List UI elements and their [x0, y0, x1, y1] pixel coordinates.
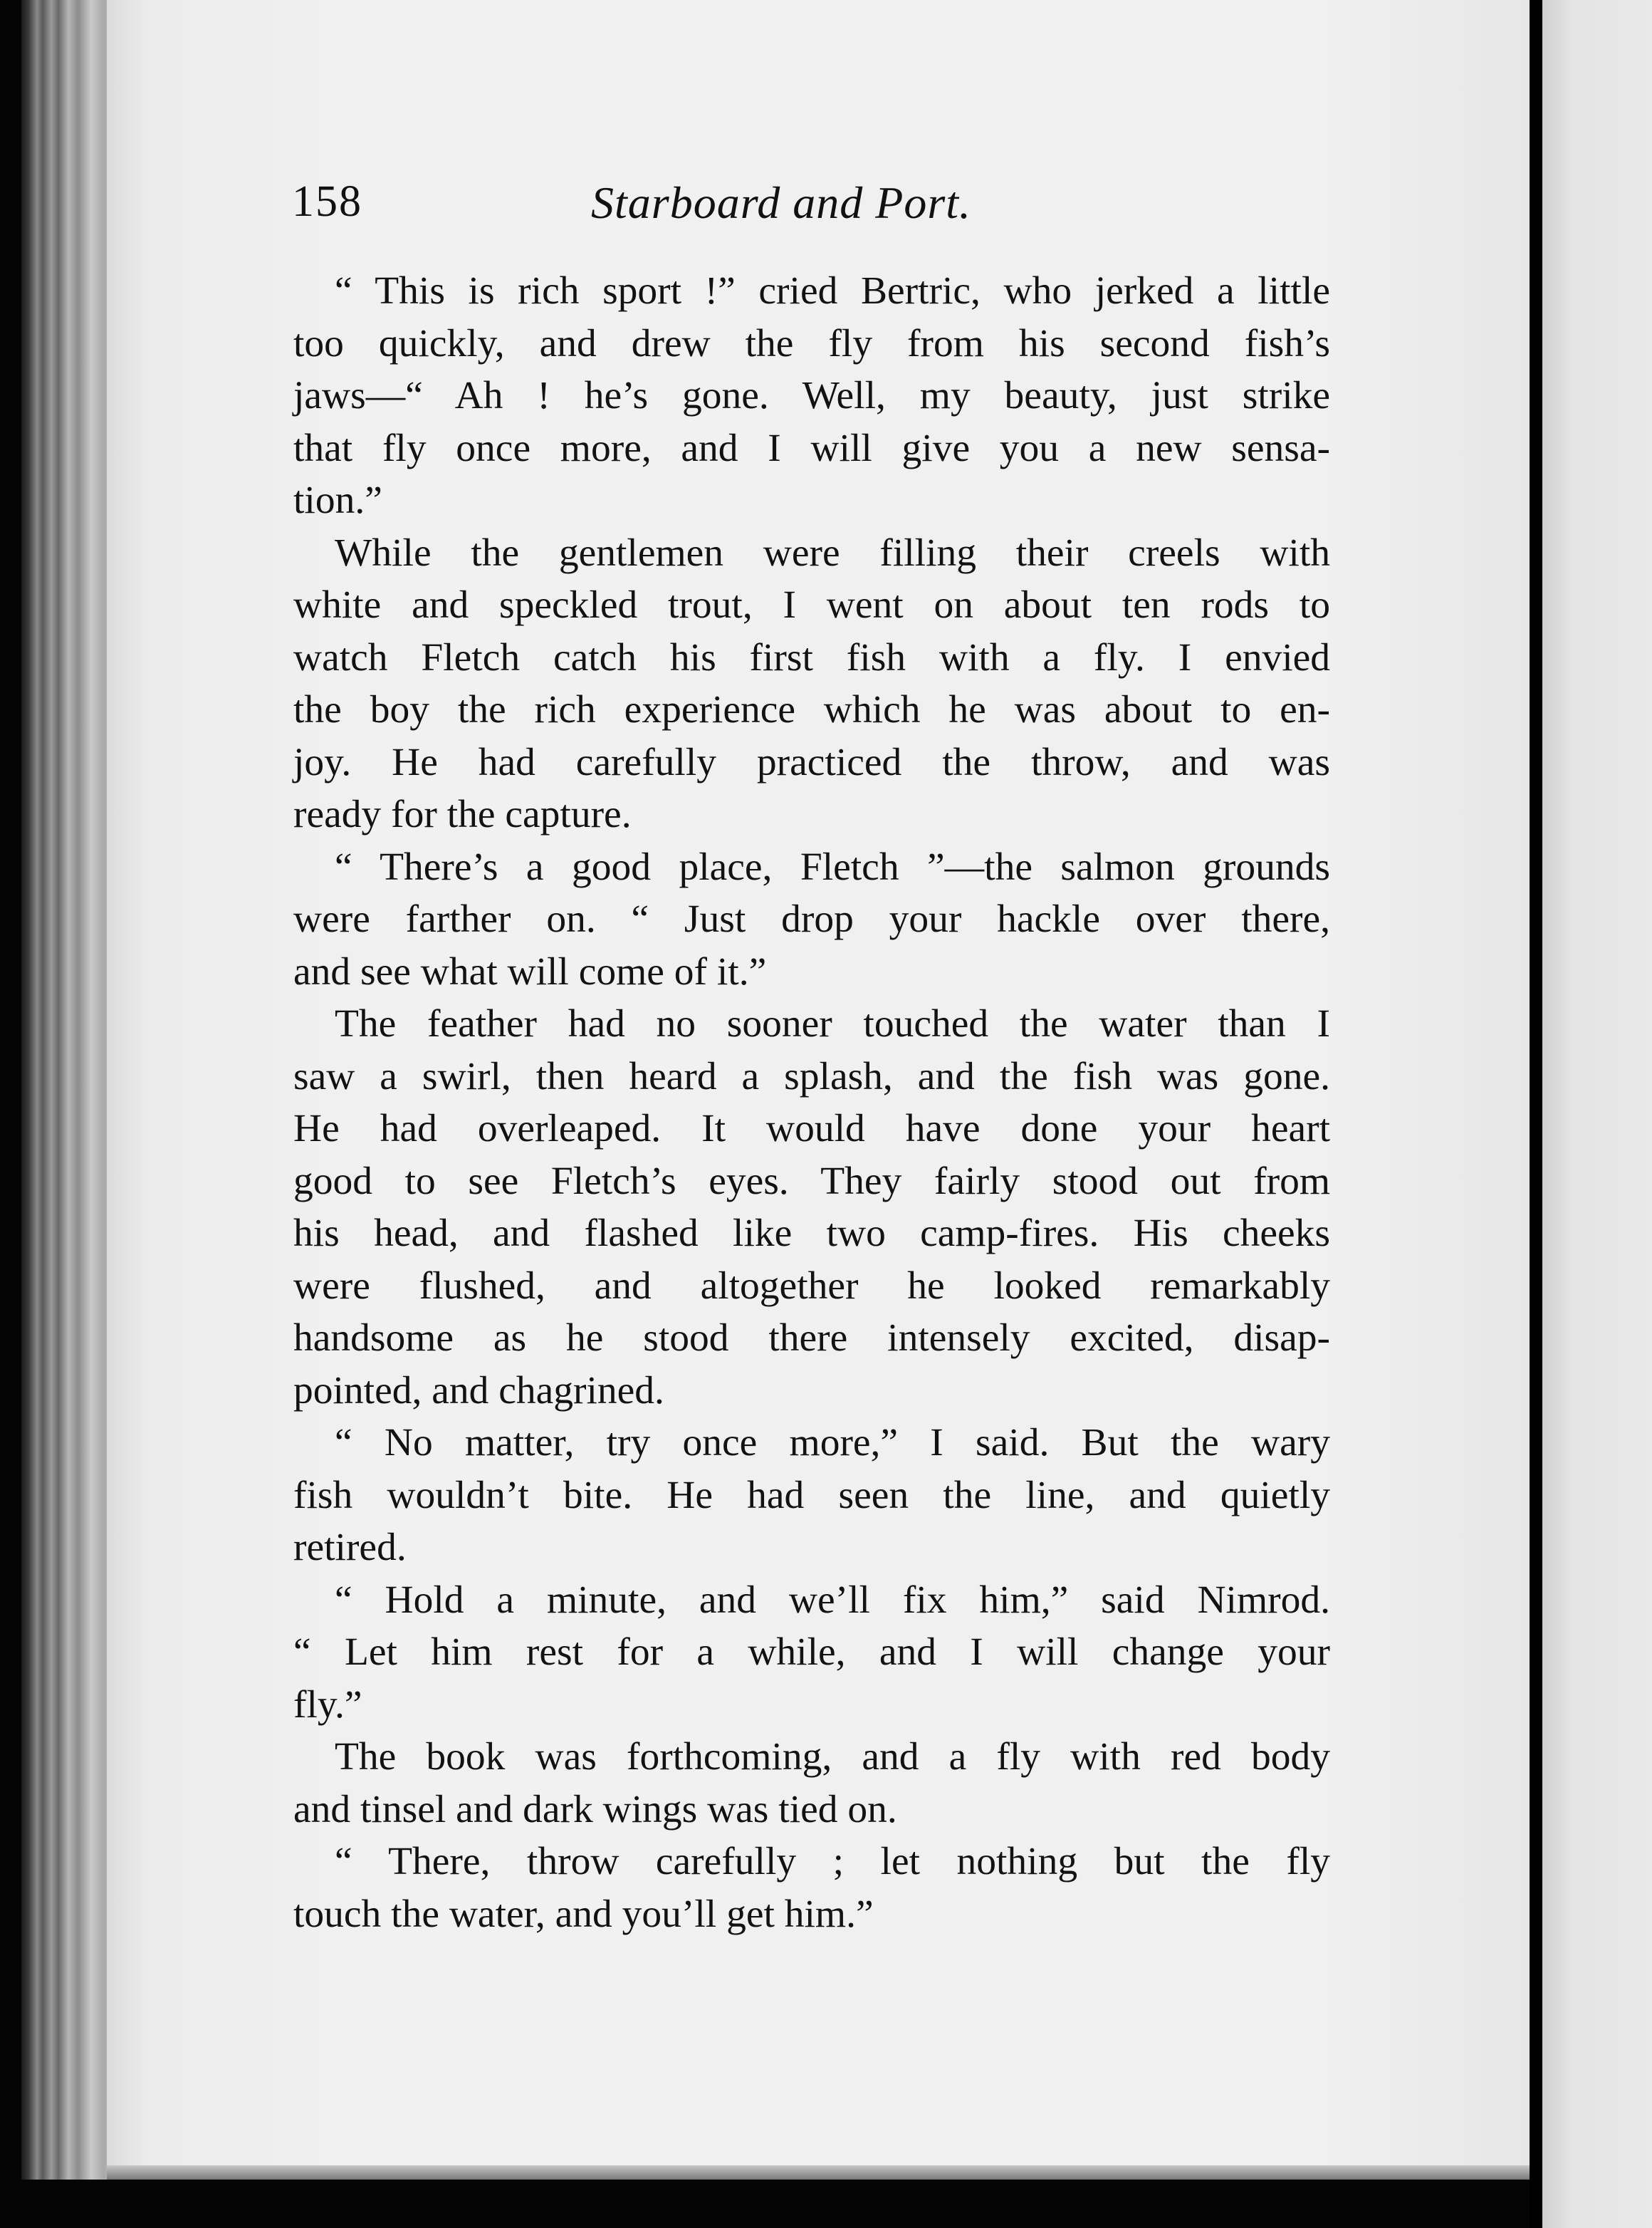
book-page-edges — [21, 0, 121, 2180]
text-line: were farther on. “ Just drop your hackle over there, — [293, 897, 1330, 941]
text-line: white and speckled trout, I went on about ten rods to — [293, 583, 1330, 627]
page-header — [292, 177, 1332, 241]
text-line: were flushed, and altogether he looked remarkably — [293, 1264, 1330, 1308]
text-line: the boy the rich experience which he was about to en- — [293, 688, 1330, 732]
text-line: watch Fletch catch his first fish with a fly. I envied — [293, 635, 1330, 680]
text-line: and see what will come of it.” — [293, 949, 767, 994]
gutter-shadow — [1530, 0, 1542, 2228]
text-line: handsome as he stood there intensely excited, disap- — [293, 1316, 1330, 1360]
text-line: touch the water, and you’ll get him.” — [293, 1892, 874, 1936]
text-line: “ This is rich sport !” cried Bertric, who jerked a little — [335, 269, 1330, 313]
running-title: Starboard and Port. — [591, 177, 971, 228]
text-line: “ There’s a good place, Fletch ”—the salmon grounds — [335, 845, 1330, 889]
text-line: The feather had no sooner touched the water than I — [335, 1002, 1330, 1046]
text-line: “ Let him rest for a while, and I will change your — [293, 1630, 1330, 1674]
paragraph — [293, 265, 1330, 527]
paragraph — [293, 998, 1330, 1417]
text-line: tion.” — [293, 479, 382, 522]
text-line: “ There, throw carefully ; let nothing but the fly — [335, 1840, 1330, 1883]
paragraph — [293, 527, 1330, 841]
text-line: too quickly, and drew the fly from his second fish’s — [293, 321, 1330, 365]
text-line: The book was forthcoming, and a fly with red body — [335, 1735, 1330, 1779]
facing-page-edge — [1542, 0, 1652, 2228]
text-line: “ Hold a minute, and we’ll fix him,” said Nimrod. — [335, 1578, 1330, 1622]
text-line: fish wouldn’t bite. He had seen the line, and quietly — [293, 1473, 1330, 1517]
text-line: his head, and flashed like two camp-fires. His cheeks — [293, 1212, 1330, 1255]
text-line: While the gentlemen were filling their creels with — [335, 531, 1330, 575]
text-line: pointed, and chagrined. — [293, 1368, 664, 1412]
paragraph — [293, 1836, 1330, 1940]
text-line: retired. — [293, 1526, 407, 1569]
text-line: that fly once more, and I will give you a new sensa- — [293, 426, 1330, 470]
paragraph — [293, 1574, 1330, 1732]
body-text — [293, 265, 1330, 1940]
text-line: “ No matter, try once more,” I said. But the wary — [335, 1421, 1330, 1464]
paragraph — [293, 1731, 1330, 1836]
text-line: joy. He had carefully practiced the throw, and was — [293, 740, 1330, 784]
text-line: good to see Fletch’s eyes. They fairly stood out from — [293, 1159, 1330, 1203]
text-line: saw a swirl, then heard a splash, and the fish was gone. — [293, 1054, 1330, 1098]
text-line: jaws—“ Ah ! he’s gone. Well, my beauty, just strike — [293, 374, 1330, 417]
text-line: He had overleaped. It would have done your heart — [293, 1107, 1330, 1150]
page-number: 158 — [292, 177, 362, 226]
text-line: and tinsel and dark wings was tied on. — [293, 1787, 897, 1831]
text-line: fly.” — [293, 1682, 362, 1727]
text-line: ready for the capture. — [293, 793, 632, 836]
paragraph — [293, 841, 1330, 999]
page-bottom-edge — [107, 2165, 1538, 2180]
paragraph — [293, 1417, 1330, 1574]
